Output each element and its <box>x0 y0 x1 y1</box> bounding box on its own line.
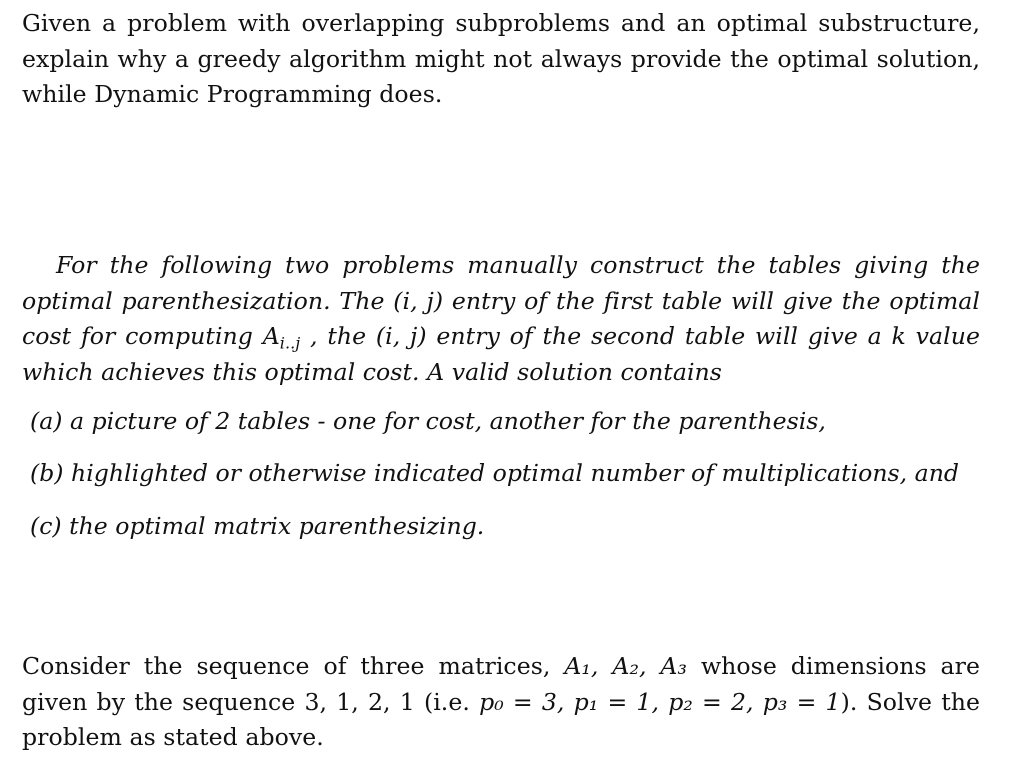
instructions-text-start: For the following two problems manually construct the tables giving the optimal parenthesization. The <box>22 251 980 315</box>
list-item-text: highlighted or otherwise indicated optimal number of multiplications, and <box>71 459 960 487</box>
matrix-A-subscript: i..j <box>279 333 301 353</box>
list-item-label: (c) <box>30 512 62 540</box>
ij-entry-second: (i, j) <box>375 322 427 350</box>
instructions-text-mid3: entry of the second table will give a <box>426 322 892 350</box>
dimension-sequence: 3, 1, 2, 1 <box>304 687 415 716</box>
p0-value: p₀ = 3, <box>479 687 565 716</box>
question-paragraph <box>22 6 980 113</box>
problem-paragraph <box>22 649 980 756</box>
problem-text-4: ). Solve the problem as stated above. <box>22 687 980 751</box>
list-item-label: (a) <box>30 407 63 435</box>
p2-value: p₂ = 2, <box>668 687 754 716</box>
list-item-text: a picture of 2 tables - one for cost, another for the parenthesis, <box>69 407 826 435</box>
list-item-c <box>30 509 484 545</box>
instructions-text-mid2: , the <box>300 322 376 350</box>
problem-text-1: Consider the sequence of three matrices, <box>22 652 565 680</box>
question-text: Given a problem with overlapping subproblems and an optimal substructure, explain why a greedy algorithm might not always provide the optimal solution, while Dynamic Programming does. <box>22 9 980 108</box>
k-variable: k <box>891 322 906 350</box>
instructions-text-end: value which achieves this optimal cost. A valid solution contains <box>22 322 981 386</box>
list-item-b <box>30 456 959 492</box>
matrices-list: A₁, A₂, A₃ <box>564 652 688 680</box>
matrix-A-base: A <box>262 322 280 350</box>
list-item-text: the optimal matrix parenthesizing. <box>69 512 485 540</box>
list-item-label: (b) <box>30 459 64 487</box>
document-page <box>22 0 980 780</box>
instructions-paragraph <box>22 248 980 390</box>
p3-value: p₃ = 1 <box>762 687 841 716</box>
instructions-text-mid1: entry of the first table will give the optimal cost for computing <box>22 286 980 350</box>
ij-entry-first: (i, j) <box>393 286 444 315</box>
problem-text-3: (i.e. <box>414 687 480 716</box>
matrix-range-A <box>262 322 301 353</box>
list-item-a <box>30 404 826 440</box>
problem-text-2: whose dimensions are given by the sequence <box>22 652 980 716</box>
p1-value: p₁ = 1, <box>573 687 660 716</box>
